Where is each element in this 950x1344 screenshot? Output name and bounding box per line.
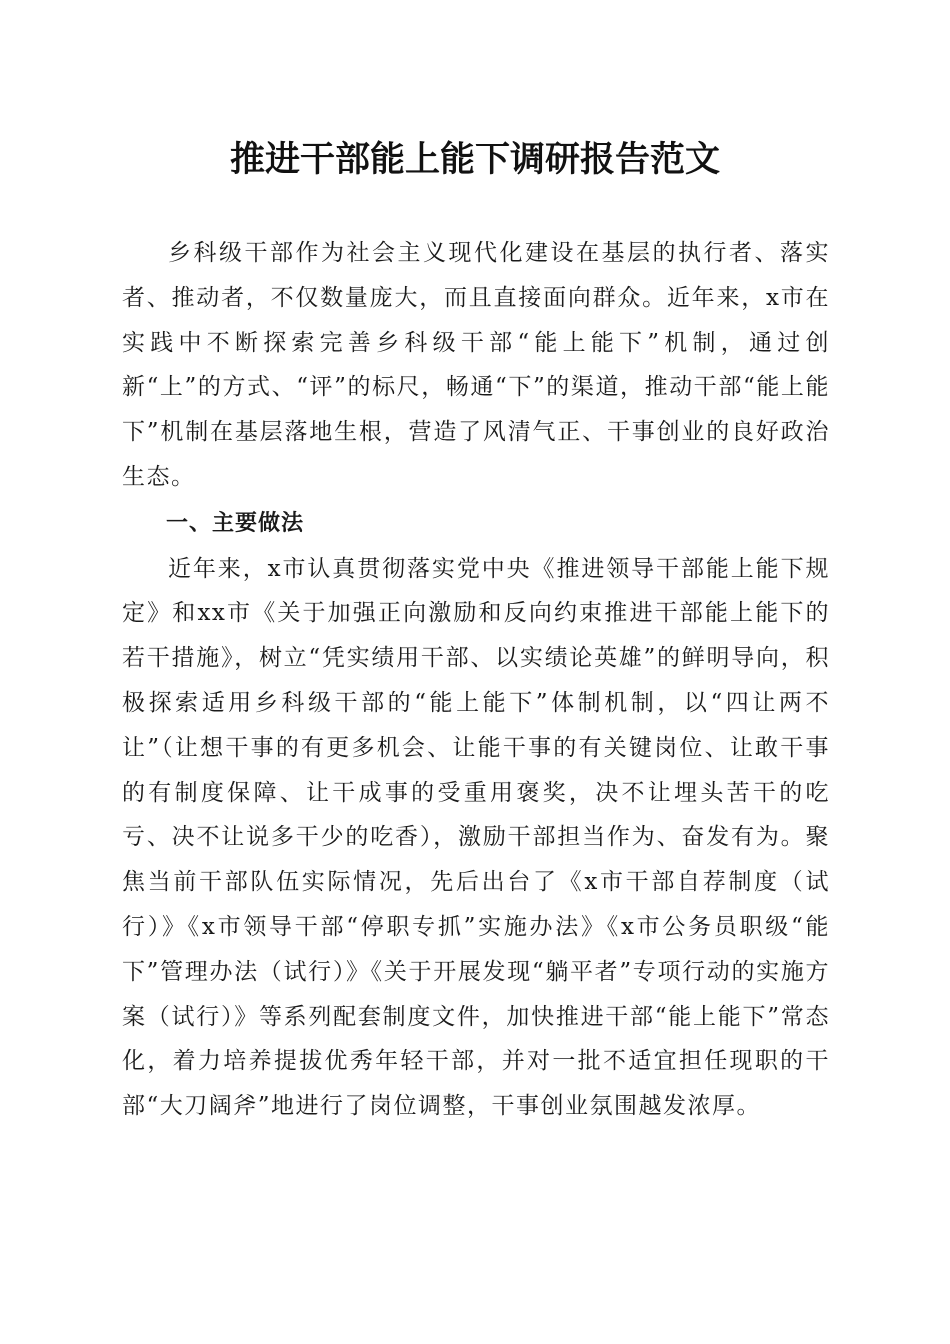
section-heading: 一、主要做法	[166, 510, 305, 536]
section-paragraph: 近年来，x市认真贯彻落实党中央《推进领导干部能上能下规定》和xx市《关于加强正向激励和反向约束推进干部能上能下的若干措施》，树立“凭实绩用干部、以实绩论英雄”的鲜明导向，积极探索适用乡科级干部的“能上能下”体制机制，以“四让两不让”（让想干事的有更多机会、让能干事的有关键岗位、让敢干事的有制度保障、让干成事的受重用褒奖，决不让埋头苦干的吃亏、决不让说多干少的吃香），激励干部担当作为、奋发有为。聚焦当前干部队伍实际情况，先后出台了《x市干部自荐制度（试行）》《x市领导干部“停职专抓”实施办法》《x市公务员职级“能下”管理办法（试行）》《关于开展发现“躺平者”专项行动的实施方案（试行）》等系列配套制度文件，加快推进干部“能上能下”常态化，着力培养提拔优秀年轻干部，并对一批不适宜担任现职的干部“大刀阔斧”地进行了岗位调整，干事创业氛围越发浓厚。	[122, 555, 830, 1120]
intro-paragraph: 乡科级干部作为社会主义现代化建设在基层的执行者、落实者、推动者，不仅数量庞大，而且直接面向群众。近年来，x市在实践中不断探索完善乡科级干部“能上能下”机制，通过创新“上”的方式、“评”的标尺，畅通“下”的渠道，推动干部“能上能下”机制在基层落地生根，营造了风清气正、干事创业的良好政治生态。	[122, 240, 830, 490]
document-body	[122, 231, 830, 1129]
document-title: 推进干部能上能下调研报告范文	[229, 139, 720, 180]
